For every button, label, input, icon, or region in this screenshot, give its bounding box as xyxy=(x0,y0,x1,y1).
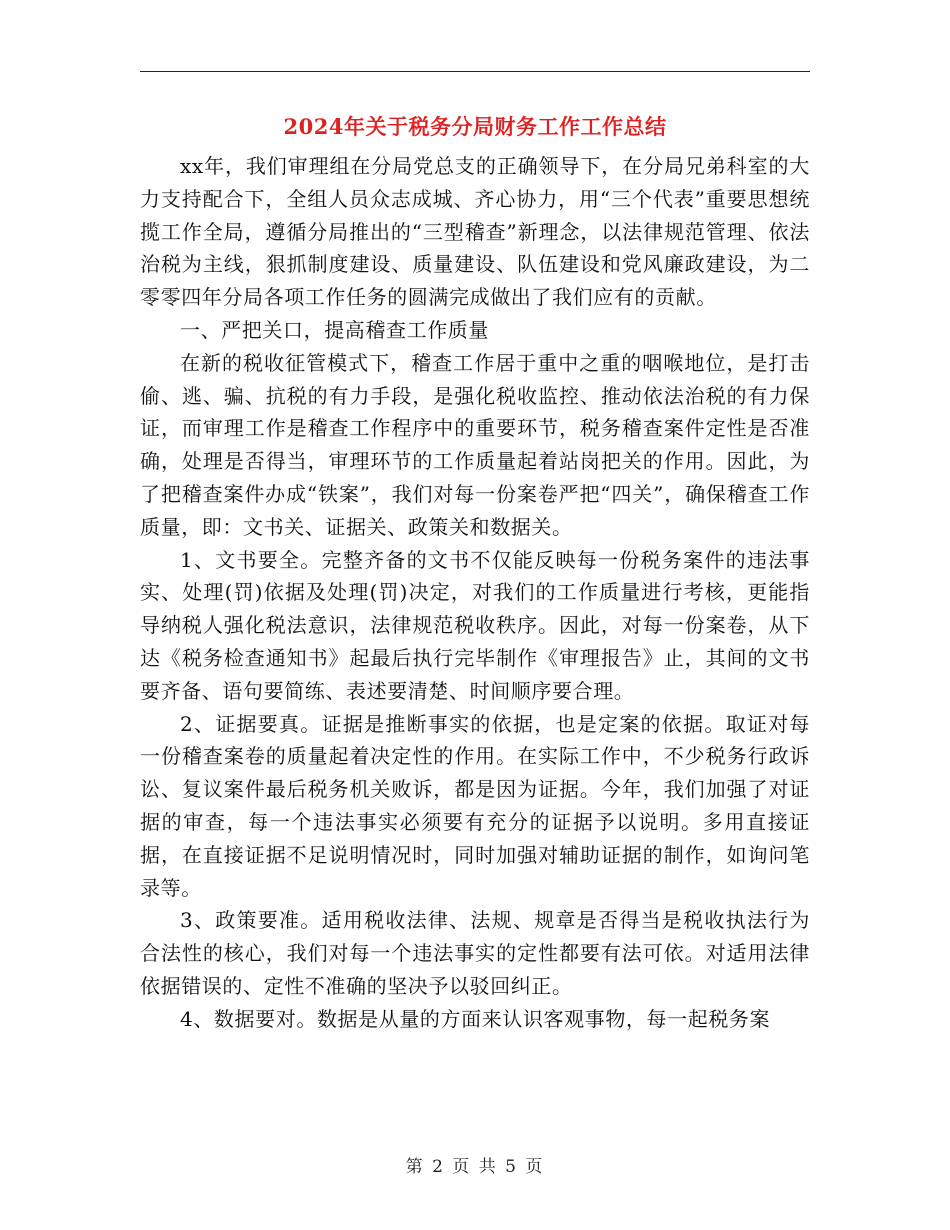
page-number-footer: 第 2 页 共 5 页 xyxy=(405,1157,545,1177)
paragraph-section-1: 在新的税收征管模式下，稽查工作居于重中之重的咽喉地位，是打击偷、逃、骗、抗税的有力手段，是强化税收监控、推动依法治税的有力保证，而审理工作是稽查工作程序中的重要环节，税务稽查案件定性是否准确，处理是否得当，审理环节的工作质量起着站岗把关的作用。因此，为了把稽查案件办成“铁案”，我们对每一份案卷严把“四关”，确保稽查工作质量，即：文书关、证据关、政策关和数据关。 xyxy=(140,350,810,539)
document-title: 2024年关于税务分局财务工作工作总结 xyxy=(283,114,667,139)
section-heading-1: 一、严把关口，提高稽查工作质量 xyxy=(180,317,489,342)
paragraph-item-4: 4、数据要对。数据是从量的方面来认识客观事物，每一起税务案 xyxy=(180,1006,771,1031)
document-body xyxy=(140,150,810,1036)
paragraph-item-1: 1、文书要全。完整齐备的文书不仅能反映每一份税务案件的违法事实、处理(罚)依据及处理(罚)决定，对我们的工作质量进行考核，更能指导纳税人强化税法意识，法律规范税收秩序。因此，对每一份案卷，从下达《税务检查通知书》起最后执行完毕制作《审理报告》止，其间的文书要齐备、语句要简练、表述要清楚、时间顺序要合理。 xyxy=(140,547,810,703)
paragraph-item-3: 3、政策要准。适用税收法律、法规、规章是否得当是税收执法行为合法性的核心，我们对每一个违法事实的定性都要有法可依。对适用法律依据错误的、定性不准确的坚决予以驳回纠正。 xyxy=(140,908,810,998)
paragraph-item-2: 2、证据要真。证据是推断事实的依据，也是定案的依据。取证对每一份稽查案卷的质量起着决定性的作用。在实际工作中，不少税务行政诉讼、复议案件最后税务机关败诉，都是因为证据。今年，我们加强了对证据的审查，每一个违法事实必须要有充分的证据予以说明。多用直接证据，在直接证据不足说明情况时，同时加强对辅助证据的制作，如询问笔录等。 xyxy=(140,711,810,900)
paragraph-intro: xx年，我们审理组在分局党总支的正确领导下，在分局兄弟科室的大力支持配合下，全组人员众志成城、齐心协力，用“三个代表”重要思想统揽工作全局，遵循分局推出的“三型稽查”新理念，以法律规范管理、依法治税为主线，狠抓制度建设、质量建设、队伍建设和党风廉政建设，为二零零四年分局各项工作任务的圆满完成做出了我们应有的贡献。 xyxy=(140,154,810,310)
header-rule xyxy=(140,71,810,72)
